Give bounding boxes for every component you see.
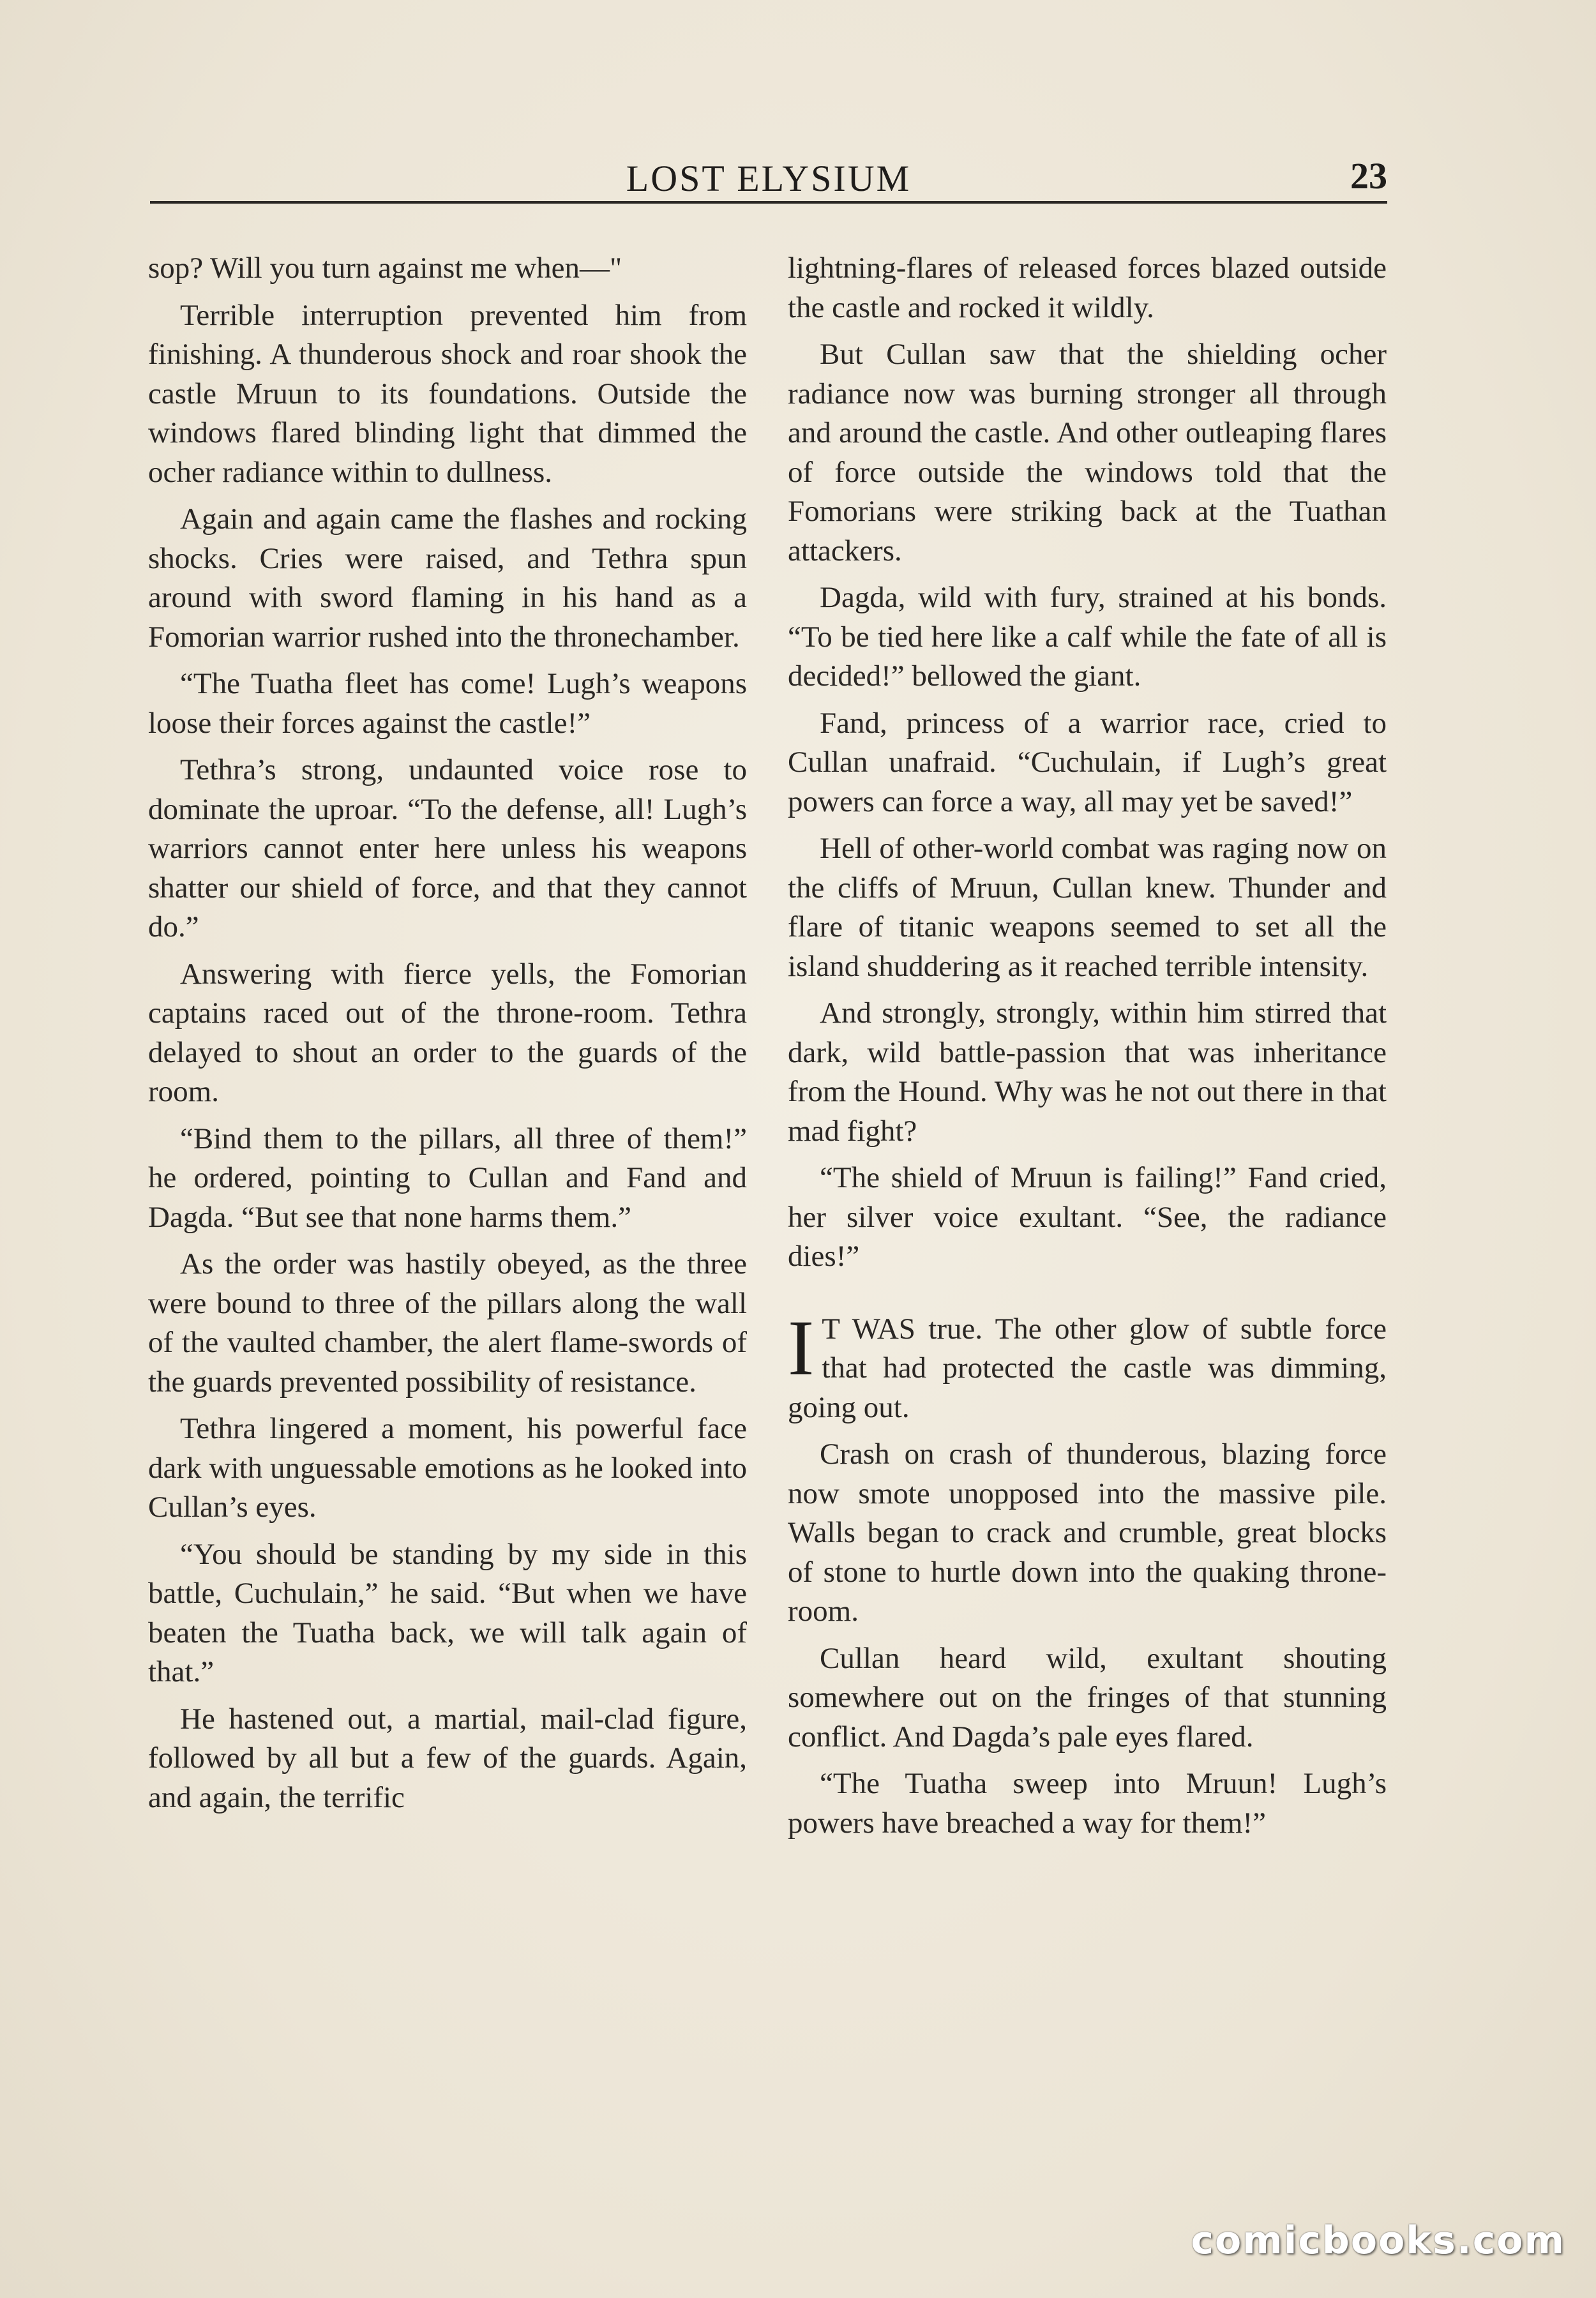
paragraph: Tethra lingered a moment, his powerful face dark with unguessable emotions as he looked into Cullan’s eyes. bbox=[148, 1412, 747, 1524]
watermark: comicbooks.com bbox=[1191, 2218, 1565, 2263]
left-column bbox=[148, 249, 747, 1825]
paragraph: Answering with fierce yells, the Fomorian captains raced out of the throne-room. Tethra delayed to shout an order to the guards of the room. bbox=[148, 957, 747, 1108]
paragraph: Cullan heard wild, exultant shouting somewhere out on the fringes of that stunning conflict. And Dagda’s pale eyes flared. bbox=[788, 1641, 1387, 1754]
paragraph: And strongly, strongly, within him stirred that dark, wild battle-passion that was inheritance from the Hound. Why was he not out there in that mad fight? bbox=[788, 996, 1387, 1148]
book-title: LOST ELYSIUM bbox=[626, 158, 912, 199]
paragraph: lightning-flares of released forces blazed outside the castle and rocked it wildly. bbox=[788, 252, 1387, 324]
paragraph: “The Tuatha sweep into Mruun! Lugh’s powers have breached a way for them!” bbox=[788, 1767, 1387, 1840]
paragraph: Terrible interruption prevented him from finishing. A thunderous shock and roar shook the castle Mruun to its foundations. Outside the windows flared blinding light that dimmed the ocher radiance within to dullness. bbox=[148, 298, 747, 489]
running-header bbox=[150, 152, 1387, 203]
page-number: 23 bbox=[1350, 155, 1387, 197]
paragraph: “Bind them to the pillars, all three of them!” he ordered, pointing to Cullan and Fand and Dagda. “But see that none harms them.” bbox=[148, 1122, 747, 1234]
section-lead-paragraph bbox=[788, 1303, 1387, 1428]
section-break bbox=[788, 1303, 1387, 1844]
paragraph: Tethra’s strong, undaunted voice rose to dominate the uproar. “To the defense, all! Lugh’s warriors cannot enter here unless his weapons shatter our shield of force, and that they cannot do.” bbox=[148, 753, 747, 943]
right-column bbox=[788, 249, 1387, 1851]
paragraph: Again and again came the flashes and rocking shocks. Cries were raised, and Tethra spun around with sword flaming in his hand as a Fomorian warrior rushed into the thronechamber. bbox=[148, 502, 747, 654]
paragraph: As the order was hastily obeyed, as the three were bound to three of the pillars along the wall of the vaulted chamber, the alert flame-swords of the guards prevented possibility of resistance. bbox=[148, 1247, 747, 1399]
paragraph: Dagda, wild with fury, strained at his bonds. “To be tied here like a calf while the fate of all is decided!” bellowed the giant. bbox=[788, 581, 1387, 693]
section-lead-text: T WAS true. The other glow of subtle force that had protected the castle was dimming, going out. bbox=[788, 1312, 1387, 1424]
paragraph: But Cullan saw that the shielding ocher radiance now was burning stronger all through and around the castle. And other outleaping flares of force outside the windows told that the Fomorians were striking back at the Tuathan attackers. bbox=[788, 338, 1387, 567]
paragraph: “You should be standing by my side in this battle, Cuchulain,” he said. “But when we have beaten the Tuatha back, we will talk again of that.” bbox=[148, 1537, 747, 1688]
header-rule bbox=[150, 201, 1387, 204]
paragraph: Hell of other-world combat was raging now on the cliffs of Mruun, Cullan knew. Thunder and flare of titanic weapons seemed to set all the island shuddering as it reached terrible intensity. bbox=[788, 832, 1387, 983]
drop-cap: I bbox=[788, 1303, 815, 1392]
paragraph: Crash on crash of thunderous, blazing force now smote unopposed into the massive pile. Walls began to crack and crumble, great blocks of stone to hurtle down into the quaking throne-room. bbox=[788, 1438, 1387, 1628]
paragraph: Fand, princess of a warrior race, cried to Cullan unafraid. “Cuchulain, if Lugh’s great powers can force a way, all may yet be saved!” bbox=[788, 706, 1387, 818]
paragraph: He hastened out, a martial, mail-clad figure, followed by all but a few of the guards. Again, and again, the terrific bbox=[148, 1702, 747, 1814]
paragraph: “The Tuatha fleet has come! Lugh’s weapons loose their forces against the castle!” bbox=[148, 667, 747, 740]
paragraph: “The shield of Mruun is failing!” Fand cried, her silver voice exultant. “See, the radiance dies!” bbox=[788, 1161, 1387, 1273]
paragraph: sop? Will you turn against me when—" bbox=[148, 252, 622, 285]
